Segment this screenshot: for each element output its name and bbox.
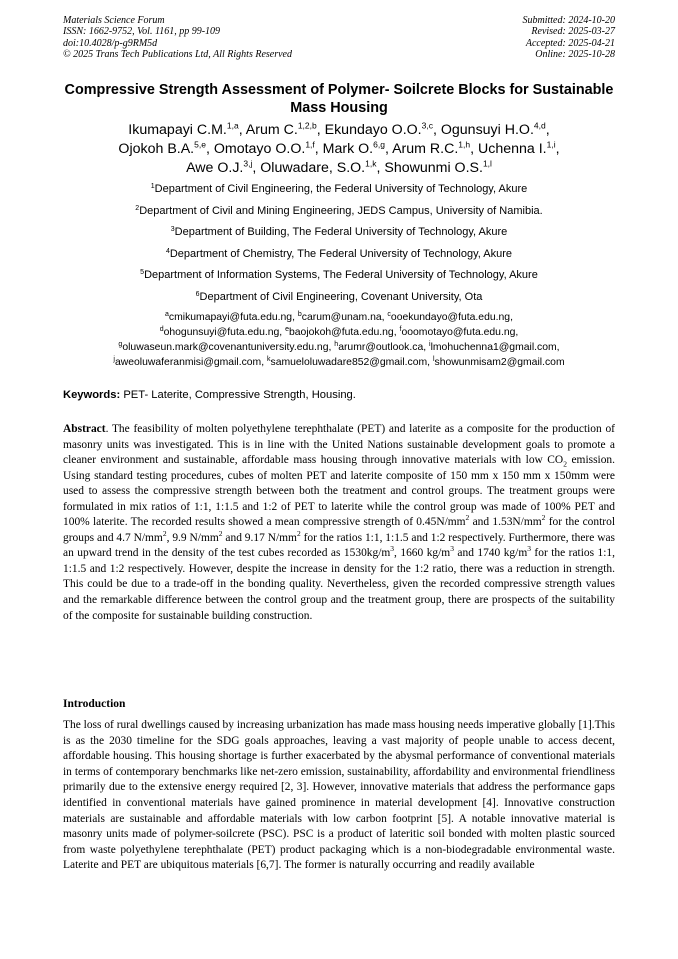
author: Oluwadare, S.O. bbox=[260, 160, 366, 176]
author: Ojokoh B.A. bbox=[118, 141, 195, 157]
keywords-text: PET- Laterite, Compressive Strength, Housing. bbox=[123, 389, 356, 401]
introduction-heading: Introduction bbox=[63, 698, 126, 710]
email-link[interactable]: arumr@outlook.ca bbox=[338, 342, 424, 353]
journal-issn: ISSN: 1662-9752, Vol. 1161, pp 99-109 bbox=[63, 26, 221, 38]
journal-header-left bbox=[63, 15, 292, 60]
paper-title: Compressive Strength Assessment of Polymer- Soilcrete Blocks for Sustainable Mass Housing bbox=[64, 82, 614, 116]
author: Ekundayo O.O. bbox=[324, 122, 422, 138]
email-link[interactable]: samueloluwadare852@gmail.com bbox=[270, 357, 428, 368]
affiliation: $^2$Department of Civil and Mining Engineering, JEDS Campus, University of Namibia. bbox=[135, 205, 543, 217]
author: Awe O.J. bbox=[186, 160, 244, 176]
affiliation: $^4$Department of Chemistry, The Federal University of Technology, Akure bbox=[165, 248, 513, 260]
keywords-label: Keywords: bbox=[63, 389, 121, 401]
date-online: Online: 2025-10-28 bbox=[535, 48, 615, 60]
affiliation: $^5$Department of Information Systems, The Federal University of Technology, Akure bbox=[140, 269, 538, 281]
affiliation: $^3$Department of Building, The Federal University of Technology, Akure bbox=[170, 226, 508, 238]
author: Uchenna I. bbox=[478, 141, 547, 157]
date-revised: Revised: 2025-03-27 bbox=[531, 26, 615, 38]
email-link[interactable]: baojokoh@futa.edu.ng bbox=[288, 327, 394, 338]
email-link[interactable]: showunmisam2@gmail.com bbox=[434, 357, 565, 368]
email-link[interactable]: ooomotayo@futa.edu.ng bbox=[401, 327, 516, 338]
abstract-label: Abstract bbox=[63, 423, 106, 435]
author-emails bbox=[30, 310, 648, 370]
email-link[interactable]: cmikumapayi@futa.edu.ng bbox=[168, 312, 293, 323]
author-list: Ikumapayi C.M.$^{1,a}$, Arum C.$^{1,2,b}$, Ekundayo O.O.$^{3,c}$, Ogunsuyi H.O.$^{4,d}$, Ojokoh B.A.$^{5,e}$, Omotayo O.O.$^{1,f}$, Mark O.$^{6,g}$, Arum R.C.$^{1,h}$, Uchenna I.$^{1,i}$, Awe O.J.$^{3,j}$, Oluwadare, S.O.$^{1,k}$, Showunmi O.S.$^{1,l}$ bbox=[118, 120, 560, 176]
journal-doi: doi:10.4028/p-g9RM5d bbox=[63, 37, 158, 49]
email-link[interactable]: lmohuchenna1@gmail.com bbox=[430, 342, 557, 353]
email-line: $^g$oluwaseun.mark@covenantuniversity.edu.ng, $^h$arumr@outlook.ca, $^i$lmohuchenna1@gmail.com, bbox=[118, 341, 560, 353]
author: Arum C. bbox=[245, 122, 298, 138]
author: Ikumapayi C.M. bbox=[128, 122, 227, 138]
journal-header-right bbox=[523, 15, 616, 60]
author: Arum R.C. bbox=[392, 141, 459, 157]
journal-name: Materials Science Forum bbox=[63, 15, 165, 26]
email-line: $^j$aweoluwaferanmisi@gmail.com, $^k$samueloluwadare852@gmail.com, $^l$showunmisam2@gmail.com bbox=[113, 356, 565, 368]
abstract: Abstract. The feasibility of molten polyethylene terephthalate (PET) and laterite as a composite for the production of masonry units was investigated. This is in line with the United Nations sustainable development goals to promote a cleaner environment and sustainable, affordable mass housing through innovative materials with low $CO_2$ emission. Using standard testing procedures, cubes of molten PET and laterite composite of 150 mm x 150 mm x 150mm were used to assess the compressive strength between both the treatment and control groups. The treatment groups were formulated in mix ratios of 1:1, 1:1.5 and 1:2 of PET to laterite while the control group was made of 100% PET and 100% laterite. The recorded results showed a mean compressive strength of $0.45N/mm^2$ and $1.53N/mm^2$ for the control groups and 4.7 $N/mm^2$, 9.9 $N/mm^2$ and 9.17 $N/mm^2$ for the ratios 1:1, 1:1.5 and 1:2 respectively. Furthermore, there was an upward trend in the density of the test cubes recorded as $1530kg/m^3$, 1660 $kg/m^3$ and 1740 $kg/m^3$ for the ratios 1:1, 1:1.5 and 1:2 respectively. However, despite the increase in density for the 1:2 ratio, there was a reduction in strength. This could be due to a trade-off in the bonding quality. Nevertheless, given the recorded compressive strength values and the remarkable difference between the control group and the treatment group, there are prospects of the suitability of the composite for sustainable building construction. bbox=[63, 423, 615, 622]
author: Showunmi O.S. bbox=[384, 160, 483, 176]
email-link[interactable]: ooekundayo@futa.edu.ng bbox=[390, 312, 511, 323]
email-link[interactable]: carum@unam.na bbox=[301, 312, 382, 323]
email-link[interactable]: oluwaseun.mark@covenantuniversity.edu.ng bbox=[122, 342, 329, 353]
journal-copyright: © 2025 Trans Tech Publications Ltd, All Rights Reserved bbox=[63, 48, 292, 60]
email-link[interactable]: aweoluwaferanmisi@gmail.com bbox=[114, 357, 262, 368]
email-link[interactable]: ohogunsuyi@futa.edu.ng bbox=[163, 327, 280, 338]
author: Omotayo O.O. bbox=[213, 141, 306, 157]
introduction-paragraph: The loss of rural dwellings caused by increasing urbanization has made mass housing needs imperative globally [1].This is as the 2030 timeline for the SDG goals approaches, leaving a vast majority of people unable to access decent, affordable housing. This housing shortage is further exacerbated by the abysmal performance of conventional materials in terms of contemporary benchmarks like net-zero emission, sustainability, affordability and environmental friendliness primarily due to the extensive energy required [2, 3]. However, innovative materials that address the performance gaps identified in conventional materials have gained prominence in material development [4]. Innovative construction materials are sustainable and affordable materials with low carbon footprint [5]. A notable innovative material is masonry units made of polymer-soilcrete (PSC). PSC is a product of lateritic soil bonded with molten plastic sourced from waste polyethylene terephthalate (PET) product packaging which is a non-biodegradable environmental waste. Laterite and PET are ubiquitous materials [6,7]. The former is naturally occurring and readily available bbox=[63, 719, 615, 872]
affiliation: $^1$Department of Civil Engineering, the Federal University of Technology, Akure bbox=[150, 183, 528, 195]
date-submitted: Submitted: 2024-10-20 bbox=[522, 15, 615, 26]
email-line: $^a$cmikumapayi@futa.edu.ng, $^b$carum@unam.na, $^c$ooekundayo@futa.edu.ng, bbox=[165, 311, 513, 323]
author: Ogunsuyi H.O. bbox=[440, 122, 534, 138]
keywords bbox=[63, 388, 615, 402]
date-accepted: Accepted: 2025-04-21 bbox=[525, 37, 615, 49]
email-line: $^d$ohogunsuyi@futa.edu.ng, $^e$baojokoh@futa.edu.ng, $^f$ooomotayo@futa.edu.ng, bbox=[159, 326, 519, 338]
affiliation: $^6$Department of Civil Engineering, Covenant University, Ota bbox=[195, 291, 483, 303]
author: Mark O. bbox=[322, 141, 374, 157]
